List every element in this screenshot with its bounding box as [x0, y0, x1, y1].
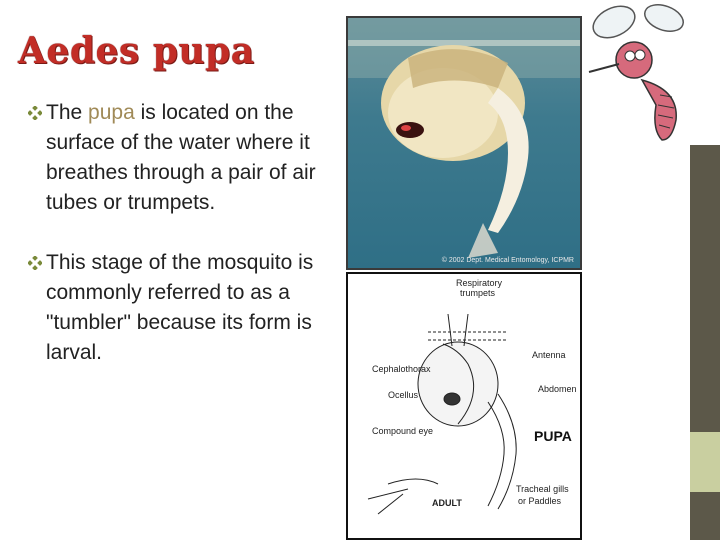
mosquito-cartoon-icon: [584, 0, 690, 146]
label-abdomen: Abdomen: [538, 384, 577, 394]
bullet-item: [28, 248, 328, 368]
slide-title: Aedes pupa: [18, 30, 255, 72]
diamond-bullet-icon: [28, 256, 42, 270]
sidebar-accent-block: [690, 432, 720, 492]
label-ocellus: Ocellus: [388, 390, 419, 400]
pupa-photo: [346, 16, 582, 270]
bullet-highlight: pupa: [88, 101, 135, 124]
label-antenna: Antenna: [532, 350, 566, 360]
bullet-text-after: is located on the surface of the water where it breathes through a pair of air tubes or trumpets.: [46, 101, 316, 214]
pupa-photo-illustration: [348, 18, 580, 268]
bullet-text-before: The: [46, 101, 89, 124]
photo-credit: © 2002 Dept. Medical Entomology, ICPMR: [441, 257, 574, 264]
label-tracheal-1: Tracheal gills: [516, 484, 569, 494]
diamond-bullet-icon: [28, 106, 42, 120]
sidebar-top-block: [690, 0, 720, 145]
label-compound-eye: Compound eye: [372, 426, 434, 436]
label-trumpets: trumpets: [460, 288, 496, 298]
label-adult: ADULT: [432, 498, 462, 508]
label-pupa: PUPA: [534, 428, 572, 444]
label-respiratory: Respiratory: [456, 278, 503, 288]
label-cephalothorax: Cephalothorax: [372, 364, 431, 374]
bullet-item: [28, 98, 328, 218]
bullet-list: [28, 98, 328, 368]
pupa-diagram: [346, 272, 582, 540]
label-tracheal-2: or Paddles: [518, 496, 562, 506]
bullet-text-before: This stage of the mosquito is commonly referred to as a "tumbler" because its form is larval.: [46, 251, 314, 364]
